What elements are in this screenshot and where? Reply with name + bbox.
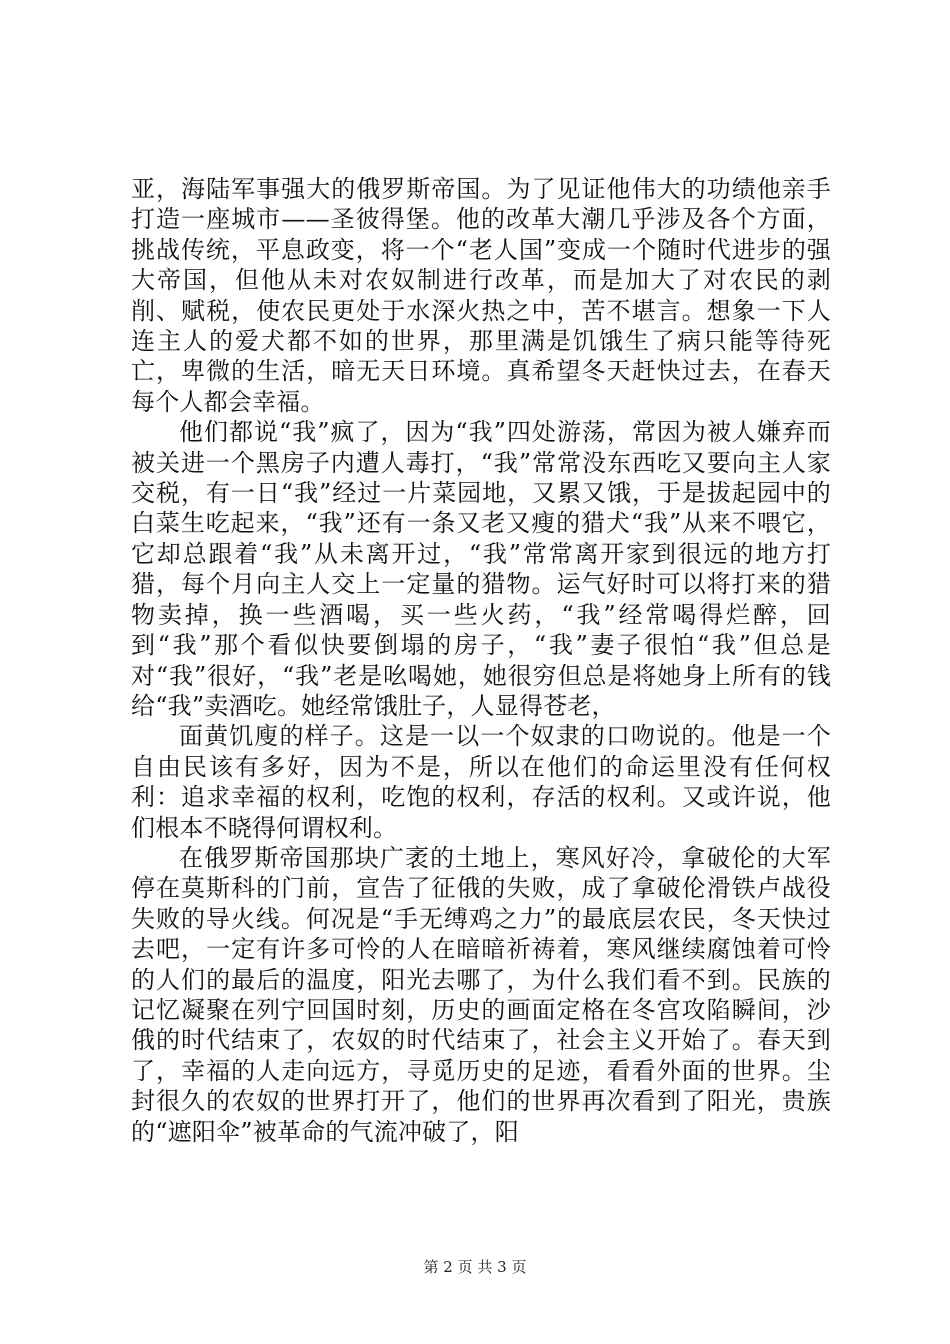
page-footer [0, 1256, 950, 1277]
paragraph-1: 亚，海陆军事强大的俄罗斯帝国。为了见证他伟大的功绩他亲手打造一座城市——圣彼得堡。他的改革大潮几乎涉及各个方面，挑战传统，平息政变，将一个“老人国”变成一个随时代进步的强大帝国，但他从未对农奴制进行改革，而是加大了对农民的剥削、赋税，使农民更处于水深火热之中，苦不堪言。想象一下人连主人的爱犬都不如的世界，那里满是饥饿生了病只能等待死亡，卑微的生活，暗无天日环境。真希望冬天赶快过去，在春天每个人都会幸福。 [131, 175, 831, 416]
page-number-label: 第 2 页 共 3 页 [423, 1258, 527, 1276]
paragraph-2: 他们都说“我”疯了，因为“我”四处游荡，常因为被人嫌弃而被关进一个黑房子内遭人毒打，“我”常常没东西吃又要向主人家交税，有一日“我”经过一片菜园地，又累又饿，于是拔起园中的白菜生吃起来，“我”还有一条又老又瘦的猎犬“我”从来不喂它，它却总跟着“我”从未离开过，“我”常常离开家到很远的地方打猎，每个月向主人交上一定量的猎物。运气好时可以将打来的猎物卖掉，换一些酒喝，买一些火药，“我”经常喝得烂醉，回到“我”那个看似快要倒塌的房子，“我”妻子很怕“我”但总是对“我”很好，“我”老是吆喝她，她很穷但总是将她身上所有的钱给“我”卖酒吃。她经常饿肚子，人显得苍老， [131, 418, 831, 720]
paragraph-4: 在俄罗斯帝国那块广袤的土地上，寒风好冷，拿破伦的大军停在莫斯科的门前，宣告了征俄的失败，成了拿破伦滑铁卢战役失败的导火线。何况是“手无缚鸡之力”的最底层农民，冬天快过去吧，一定有许多可怜的人在暗暗祈祷着，寒风继续腐蚀着可怜的人们的最后的温度，阳光去哪了，为什么我们看不到。民族的记忆凝聚在列宁回国时刻，历史的画面定格在冬宫攻陷瞬间，沙俄的时代结束了，农奴的时代结束了，社会主义开始了。春天到了，幸福的人走向远方，寻觅历史的足迹，看看外面的世界。尘封很久的农奴的世界打开了，他们的世界再次看到了阳光，贵族的“遮阳伞”被革命的气流冲破了，阳 [131, 843, 831, 1146]
document-body [131, 174, 831, 1147]
paragraph-3: 面黄饥廋的样子。这是一以一个奴隶的口吻说的。他是一个自由民该有多好，因为不是，所以在他们的命运里没有任何权利：追求幸福的权利，吃饱的权利，存活的权利。又或许说，他们根本不晓得何谓权利。 [131, 722, 831, 842]
